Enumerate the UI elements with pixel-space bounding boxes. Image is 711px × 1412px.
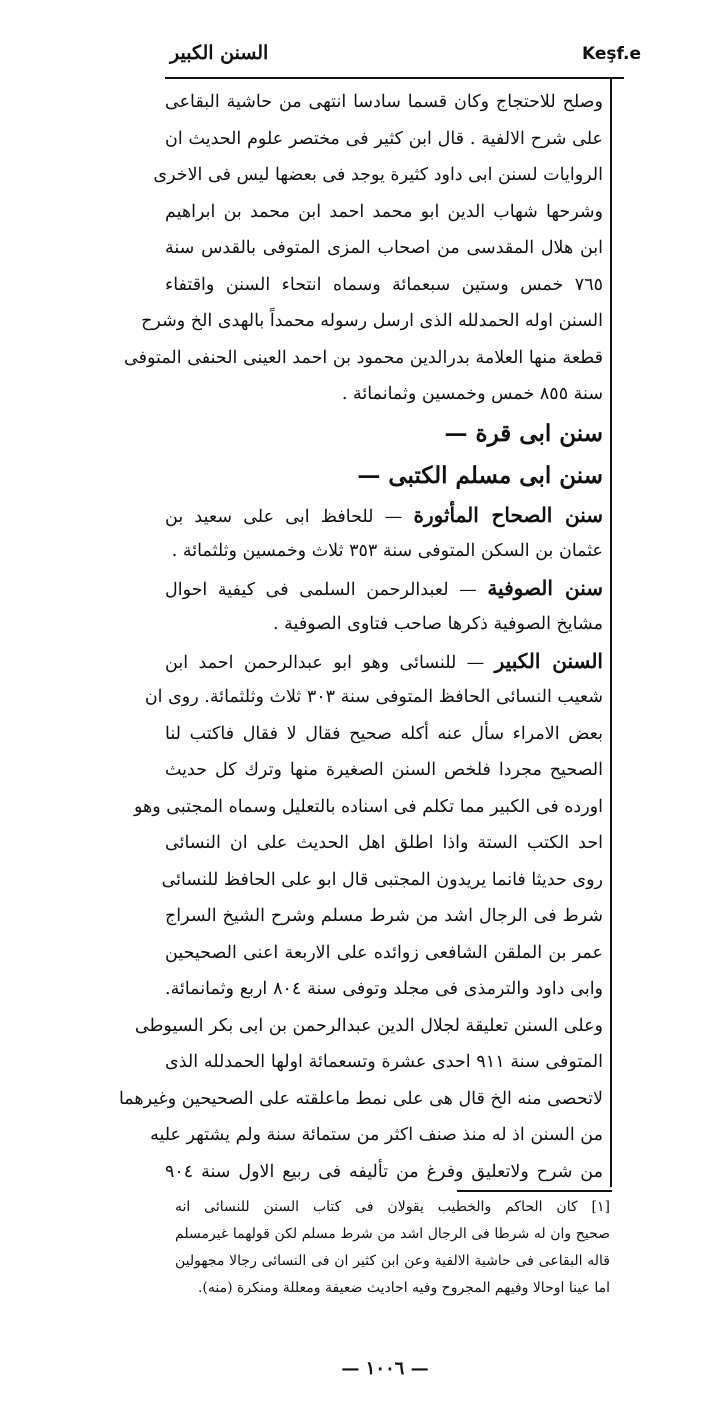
entry-title-abi-qurra: سنن ابى قرة — [444, 419, 603, 447]
text-line: احد الكتب الستة واذا اطلق اهل الحديث على ان النسائى [165, 833, 603, 853]
footnote-line: قاله البقاعى فى حاشية الالفية وعن ابن كثير ان فى النسائى رجالا مجهولين [175, 1253, 610, 1269]
header-book-label: Keşf.e [582, 44, 641, 64]
text-line: وعلى السنن تعليقة لجلال الدين عبدالرحمن بن ابى بكر السيوطى [134, 1015, 603, 1036]
entry-sihah-line [165, 497, 603, 534]
text-line: لاتحصى منه الخ قال هى على نمط ماعلقته على الصحيحين وغيرهما [118, 1088, 603, 1109]
header-rule [165, 77, 624, 79]
main-text [118, 84, 604, 1190]
text-line: شرط فى الرجال اشد من شرط مسلم وشرح الشيخ السراج [165, 906, 603, 926]
running-title: السنن الكبير [170, 42, 269, 64]
text-line: بعض الامراء سأل عنه أكله صحيح فقال لا فقال فاكتب لنا [165, 723, 603, 744]
footnote-line: [١] كان الحاكم والخطيب يقولان فى كتاب السنن للنسائى انه [175, 1199, 610, 1215]
entry-head-kabir: السنن الكبير [494, 648, 603, 673]
text-line: المتوفى سنة ٩١١ احدى عشرة وتسعمائة اولها الحمدلله الذى [165, 1052, 603, 1072]
entry-head-sihah: سنن الصحاح المأثورة [413, 502, 603, 527]
page-number: — ١٠٠٦ — [341, 1358, 429, 1379]
footnote-line: صحيح وان له شرطا فى الرجال اشد من شرط مسلم لكن قولهما غيرمسلم [175, 1226, 610, 1242]
entry-text: — لعبدالرحمن السلمى فى كيفية احوال [165, 579, 477, 600]
text-line: وشرحها شهاب الدين ابو محمد احمد ابن محمد بن ابراهيم [165, 201, 603, 222]
entry-title-abi-muslim: سنن ابى مسلم الكتبى — [357, 461, 603, 489]
entry-text: — للنسائى وهو ابو عبدالرحمن احمد ابن [165, 652, 485, 673]
footnotes [175, 1194, 610, 1302]
text-line: السنن اوله الحمدلله الذى ارسل رسوله محمداً بالهدى الخ وشرح [141, 311, 603, 331]
footnote-rule [457, 1190, 612, 1192]
text-line: قطعة منها العلامة بدرالدين محمود بن احمد العينى الحنفى المتوفى [124, 347, 603, 368]
text-line: شعيب النسائى الحافظ المتوفى سنة ٣٠٣ ثلاث وثلثمائة. روى ان [144, 687, 603, 707]
text-line: ٧٦٥ خمس وستين سبعمائة وسماه انتحاء السنن واقتفاء [165, 274, 603, 295]
text-line: الروايات لسنن ابى داود كثيرة يوجد فى بعضها ليس فى الاخرى [153, 165, 603, 185]
page-header [170, 42, 641, 72]
column-rule [610, 77, 612, 1187]
text-line: مشايخ الصوفية ذكرها صاحب فتاوى الصوفية . [273, 614, 603, 634]
text-line: على شرح الالفية . قال ابن كثير فى مختصر علوم الحديث ان [165, 128, 603, 149]
text-line: وابى داود والترمذى فى مجلد وتوفى سنة ٨٠٤ اربع وثمانمائة. [165, 979, 604, 999]
text-line: وصلح للاحتجاج وكان قسما سادسا انتهى من حاشية البقاعى [165, 92, 603, 112]
entry-sufiya-line [165, 570, 603, 607]
entry-kabir-line [165, 643, 603, 680]
text-line: من شرح ولاتعليق وفرغ من تأليفه فى ربيع الاول سنة ٩٠٤ [165, 1161, 603, 1182]
text-line: من السنن اذ له منذ صنف اكثر من ستمائة سنة ولم يشتهر عليه [150, 1125, 603, 1145]
text-line: عمر بن الملقن الشافعى زوائده على الاربعة اعنى الصحيحين [165, 942, 603, 963]
text-line: سنة ٨٥٥ خمس وخمسين وثمانمائة . [341, 384, 603, 404]
entry-text: — للحافظ ابى على سعيد بن [165, 506, 403, 527]
text-line: عثمان بن السكن المتوفى سنة ٣٥٣ ثلاث وخمسين وثلثمائة . [171, 541, 603, 561]
text-line: اورده فى الكبير مما تكلم فى اسناده بالتعليل وسماه المجتبى وهو [133, 796, 603, 817]
entry-head-sufiya: سنن الصوفية [487, 575, 604, 600]
text-line: روى حديثا فانما يريدون المجتبى قال ابو على الحافظ للنسائى [161, 869, 603, 890]
footnote-line: اما عينا اوحالا وفيهم المجروح وفيه احاديث ضعيفة ومعللة ومنكرة (منه). [197, 1280, 610, 1296]
text-line: ابن هلال المقدسى من اصحاب المزى المتوفى بالقدس سنة [165, 238, 603, 258]
text-line: الصحيح مجردا فلخص السنن الصغيرة منها وترك كل حديث [165, 760, 603, 780]
